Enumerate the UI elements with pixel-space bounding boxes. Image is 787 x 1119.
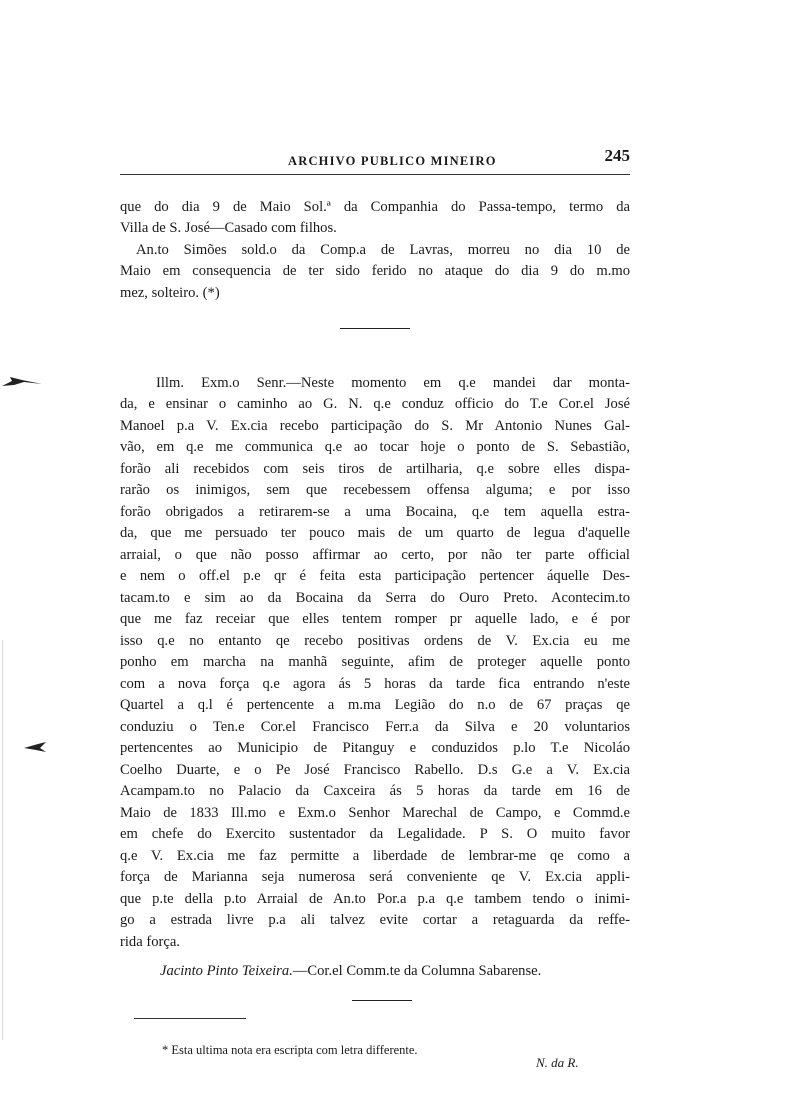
letter-line: conduziu o Ten.e Cor.el Francisco Ferr.a da Silva e 20 voluntarios <box>120 719 630 735</box>
letter-line: em chefe do Exercito sustentador da Legalidade. P S. O muito favor <box>120 826 630 842</box>
letter-line: arraial, o que não posso affirmar ao certo, por não ter parte official <box>120 547 630 563</box>
letter-line: Quartel a q.l é pertencente a m.ma Legião do n.o de 67 praças qe <box>120 697 630 713</box>
signature-title: —Cor.el Comm.te da Columna Sabarense. <box>292 963 542 979</box>
letter-line: Coelho Duarte, e o Pe José Francisco Rabello. D.s G.e a V. Ex.cia <box>120 762 630 778</box>
header-rule <box>120 174 630 175</box>
letter-line: rarão os inimigos, sem que recebessem offensa alguma; e por isso <box>120 482 630 498</box>
letter-line: da, que me persuado ter pouco mais de um quarto de legua d'aquelle <box>120 525 630 541</box>
letter-line: Maio de 1833 Ill.mo e Exm.o Senhor Marechal de Campo, e Commd.e <box>120 805 630 821</box>
letter-line: tacam.to e sim ao da Bocaina da Serra do Ouro Preto. Acontecim.to <box>120 590 630 606</box>
signature-line <box>160 961 630 982</box>
text-line: Maio em consequencia de ter sido ferido no ataque do dia 9 do m.mo <box>120 263 630 279</box>
page-header <box>120 146 630 176</box>
letter-line: com a nova força q.e agora ás 5 horas da tarde fica entrando n'este <box>120 676 630 692</box>
signature-name: Jacinto Pinto Teixeira. <box>160 963 293 979</box>
running-title: ARCHIVO PUBLICO MINEIRO <box>288 154 497 168</box>
letter-line: ponho em marcha na manhã seguinte, afim de proteger aquelle ponto <box>120 654 630 670</box>
text-line: Villa de S. José—Casado com filhos. <box>120 220 337 236</box>
footnote-signature: N. da R. <box>536 1055 579 1070</box>
letter-line: que me faz receiar que elles tentem romper pr aquelle lado, e é por <box>120 611 630 627</box>
letter-line: Manoel p.a V. Ex.cia recebo participação do S. Mr Antonio Nunes Gal- <box>120 418 630 434</box>
page-number: 245 <box>604 146 630 165</box>
letter-line: força de Marianna seja numerosa será conveniente qe V. Ex.cia appli- <box>120 869 630 885</box>
section-divider <box>340 328 410 329</box>
scan-margin-line <box>2 640 3 1040</box>
margin-pointer-icon <box>22 740 48 754</box>
letter-line: q.e V. Ex.cia me faz permitte a liberdade de lembrar-me qe como a <box>120 848 630 864</box>
text-line: An.to Simões sold.o da Comp.a de Lavras, morreu no dia 10 de <box>136 242 630 258</box>
text-line: mez, solteiro. (*) <box>120 285 220 301</box>
letter-line: go a estrada livre p.a ali talvez evite cortar a retaguarda da reffe- <box>120 912 630 928</box>
letter-line: que p.te della p.to Arraial de An.to Por.a p.a q.e tambem tendo o inimi- <box>120 891 630 907</box>
letter-line: forão ali recebidos com seis tiros de artilharia, q.e sobre elles dispa- <box>120 461 630 477</box>
margin-arrow-icon <box>0 372 44 392</box>
letter-line: vão, em q.e me communica q.e ao tocar hoje o ponto de S. Sebastião, <box>120 439 630 455</box>
section-divider <box>352 1000 412 1001</box>
letter-line: Acampam.to no Palacio da Caxceira ás 5 horas da tarde em 16 de <box>120 783 630 799</box>
footnote-text: * Esta ultima nota era escripta com letra differente. <box>162 1043 418 1057</box>
letter-line: Illm. Exm.o Senr.—Neste momento em q.e mandei dar monta- <box>156 375 630 391</box>
letter-line: e nem o off.el p.e qr é feita esta participação pertencer áquelle Des- <box>120 568 630 584</box>
letter-line: da, e ensinar o caminho ao G. N. q.e conduz officio do T.e Cor.el José <box>120 396 630 412</box>
letter-line: forão obrigados a retirarem-se a uma Bocaina, q.e tem aquella estra- <box>120 504 630 520</box>
text-line: que do dia 9 de Maio Sol.ª da Companhia do Passa-tempo, termo da <box>120 199 630 215</box>
footnote-rule <box>134 1018 246 1019</box>
letter-line: rida força. <box>120 934 180 950</box>
letter-line: pertencentes ao Municipio de Pitanguy e conduzidos p.lo T.e Nicoláo <box>120 740 630 756</box>
letter-line: isso q.e no entanto qe recebo positivas ordens de V. Ex.cia eu me <box>120 633 630 649</box>
